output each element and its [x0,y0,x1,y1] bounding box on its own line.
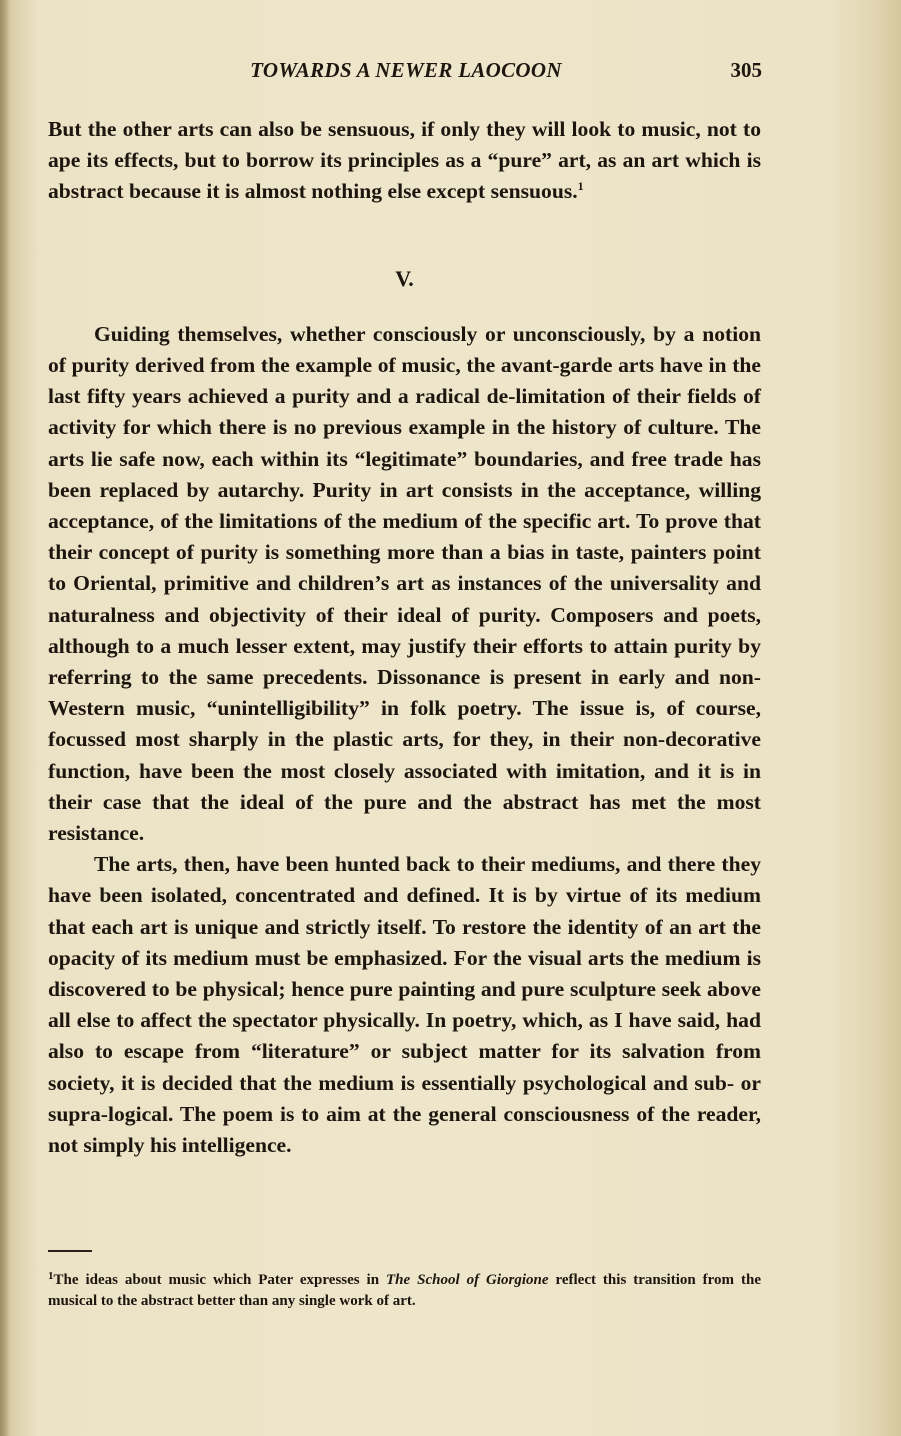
continuation-paragraph [48,114,761,208]
footnote-reference: 1 [577,179,584,194]
body-text [48,114,761,1161]
footnote-work-title: The School of Giorgione [386,1272,549,1288]
spine-shadow [0,0,10,1436]
footnote-text-after: reflect this transition from the musical to the abstract better than any single work of art. [48,1272,761,1309]
running-title: TOWARDS A NEWER LAOCOON [250,58,562,82]
footnote-text-before: The ideas about music which Pater expresses in [53,1272,387,1288]
footnote-marker: 1 [48,1270,54,1282]
page-number: 305 [730,58,762,82]
footnote [48,1266,761,1312]
page-header [48,58,764,88]
body-paragraph: Guiding themselves, whether consciously or unconsciously, by a notion of purity derived from the example of music, the avant-garde arts have in the last fifty years achieved a purity and a radical de-limitation of their fields of activity for which there is no previous example in the history of culture. The arts lie safe now, each within its “legitimate” boundaries, and free trade has been replaced by autarchy. Purity in art consists in the acceptance, willing acceptance, of the limitations of the medium of the specific art. To prove that their concept of purity is something more than a bias in taste, painters point to Oriental, primitive and children’s art as instances of the universality and naturalness and objectivity of their ideal of purity. Composers and poets, although to a much lesser extent, may justify their efforts to attain purity by referring to the same precedents. Dissonance is present in early and non-Western music, “unintelligibility” in folk poetry. The issue is, of course, focussed most sharply in the plastic arts, for they, in their non-decorative function, have been the most closely associated with imitation, and it is in their case that the ideal of the pure and the abstract has met the most resistance. [48,321,761,846]
body-paragraph: The arts, then, have been hunted back to their mediums, and there they have been isolated, concentrated and defined. It is by virtue of its medium that each art is unique and strictly itself. To restore the identity of an art the opacity of its medium must be emphasized. For the visual arts the medium is discovered to be physical; hence pure painting and pure sculpture seek above all else to affect the spectator physically. In poetry, which, as I have said, had also to escape from “literature” or subject matter for its salvation from society, it is decided that the medium is essentially psychological and sub- or supra-logical. The poem is to aim at the general consciousness of the reader, not simply his intelligence. [48,852,761,1158]
footnote-rule [48,1250,92,1252]
section-heading: V. [395,265,414,291]
continuation-text: But the other arts can also be sensuous, if only they will look to music, not to ape its effects, but to borrow its principles as a “pure” art, as an art which is abstract because it is almost nothing else except sensuous. [48,117,761,204]
